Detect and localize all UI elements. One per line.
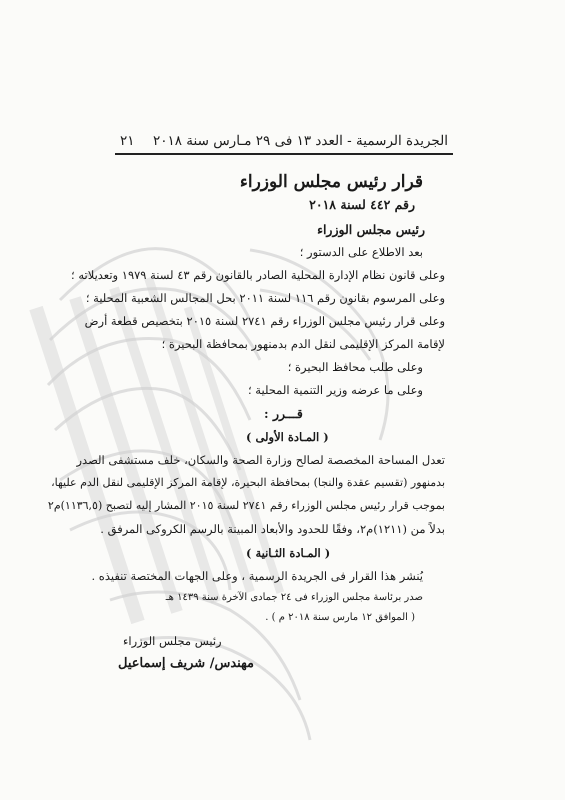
preamble-line: وعلى ما عرضه وزير التنمية المحلية ؛ xyxy=(248,383,423,397)
page-number: ٢١ xyxy=(120,133,135,149)
issuer-heading: رئيس مجلس الوزراء xyxy=(317,222,425,237)
article-2-line: يُنشر هذا القرار فى الجريدة الرسمية ، وعلى الجهات المختصة تنفيذه . xyxy=(91,569,423,583)
preamble-line: وعلى قرار رئيس مجلس الوزراء رقم ٢٧٤١ لسنة ٢٠١٥ بتخصيص قطعة أرض xyxy=(84,314,445,328)
preamble-line: وعلى قانون نظام الإدارة المحلية الصادر بالقانون رقم ٤٣ لسنة ١٩٧٩ وتعديلاته ؛ xyxy=(71,268,445,282)
decree-title: قرار رئيس مجلس الوزراء xyxy=(239,172,423,192)
decided-heading: قـــرر : xyxy=(264,406,303,421)
preamble-line: بعد الاطلاع على الدستور ؛ xyxy=(299,245,423,259)
preamble-line: لإقامة المركز الإقليمى لنقل الدم بدمنهور بمحافظة البحيرة ؛ xyxy=(161,337,445,351)
running-header: الجريدة الرسمية - العدد ١٣ فى ٢٩ مـارس سنة ٢٠١٨ xyxy=(152,133,448,149)
preamble-line: وعلى المرسوم بقانون رقم ١١٦ لسنة ٢٠١١ بحل المجالس الشعبية المحلية ؛ xyxy=(85,291,445,305)
signature-name: مهندس/ شريف إسماعيل xyxy=(118,656,255,671)
article-1-line: بدمنهور (تقسيم عقدة والنجا) بمحافظة البحيرة، لإقامة المركز الإقليمى لنقل الدم عليها، xyxy=(51,476,445,489)
issued-date-gregorian: ( الموافق ١٢ مارس سنة ٢٠١٨ م ) . xyxy=(265,612,415,623)
preamble-line: وعلى طلب محافظ البحيرة ؛ xyxy=(287,360,423,374)
signature-title: رئيس مجلس الوزراء xyxy=(123,634,222,648)
article-1-heading: ( المـادة الأولى ) xyxy=(246,430,329,444)
article-1-line: بدلاً من (١٢١١)م٢، وفقًا للحدود والأبعاد المبينة بالرسم الكروكى المرفق . xyxy=(100,522,445,536)
decree-number: رقم ٤٤٢ لسنة ٢٠١٨ xyxy=(309,197,415,212)
article-1-line: تعدل المساحة المخصصة لصالح وزارة الصحة والسكان، خلف مستشفى الصدر xyxy=(76,453,445,467)
article-1-line: بموجب قرار رئيس مجلس الوزراء رقم ٢٧٤١ لسنة ٢٠١٥ المشار إليه لتصبح (١١٣٦,٥)م٢ xyxy=(47,499,445,512)
header-divider xyxy=(115,153,453,155)
issued-date-hijri: صدر برئاسة مجلس الوزراء فى ٢٤ جمادى الآخرة سنة ١٤٣٩ هـ xyxy=(165,592,423,603)
article-2-heading: ( المـادة الثـانية ) xyxy=(246,546,331,560)
